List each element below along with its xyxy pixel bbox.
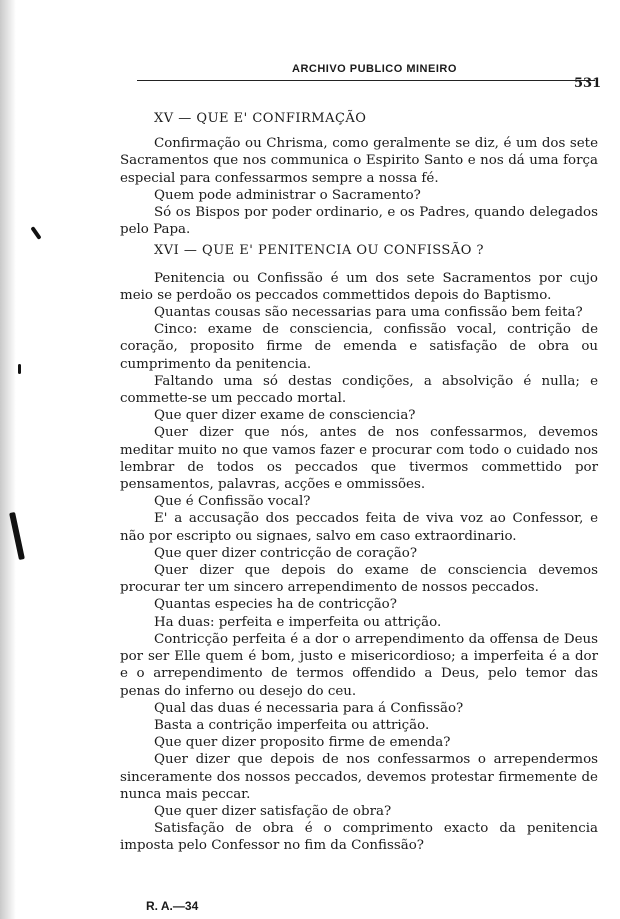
paragraph: Que é Confissão vocal? [154, 494, 311, 510]
paragraph: Quer dizer que depois de nos confessarmos o arrependermos sinceramente dos nossos peccados, devemos protestar firmemente de nunca mais peccar. [120, 752, 598, 802]
paragraph: Penitencia ou Confissão é um dos sete Sacramentos por cujo meio se perdoão os peccados commettidos depois do Baptismo. [120, 270, 598, 303]
paragraph: Quantas especies ha de contricção? [154, 597, 397, 613]
paragraph: Contricção perfeita é a dor o arrependimento da offensa de Deus por ser Elle quem é bom, justo e misericordioso; a imperfeita é a dor e o arrependimento de termos offendido a Deus, pelo temor das penas do inferno ou desejo do ceu. [120, 631, 598, 699]
paragraph: Ha duas: perfeita e imperfeita ou attrição. [154, 614, 442, 630]
paragraph: Que quer dizer exame de consciencia? [154, 408, 416, 424]
margin-ink-mark-top [30, 226, 41, 240]
paragraph: Cinco: exame de consciencia, confissão vocal, contrição de coração, proposito firme de emenda e satisfação de obra ou cumprimento da penitencia. [120, 322, 598, 372]
page-number: 531 [574, 76, 602, 91]
running-title: ARCHIVO PUBLICO MINEIRO [292, 63, 457, 75]
header-rule [137, 80, 595, 81]
section-heading-xv: XV — QUE E' CONFIRMAÇÃO [154, 111, 367, 126]
scan-edge-shadow [0, 0, 16, 919]
paragraph: Quem pode administrar o Sacramento? [154, 187, 421, 203]
paragraph: Que quer dizer proposito firme de emenda? [154, 735, 451, 751]
paragraph: Qual das duas é necessaria para á Confissão? [154, 700, 464, 716]
section-heading-xvi: XVI — QUE E' PENITENCIA OU CONFISSÃO ? [154, 243, 484, 259]
paragraph: Basta a contrição imperfeita ou attrição. [154, 717, 430, 733]
body-text [120, 110, 598, 855]
paragraph: Faltando uma só destas condições, a absolvição é nulla; e commette-se um peccado mortal. [120, 373, 598, 407]
paragraph: Que quer dizer satisfação de obra? [154, 803, 392, 819]
signature-mark: R. A.—34 [146, 899, 199, 913]
paragraph: E' a accusação dos peccados feita de viva voz ao Confessor, e não por escripto ou signaes, salvo em caso extraordinario. [120, 511, 598, 544]
paragraph: Quantas cousas são necessarias para uma confissão bem feita? [154, 305, 583, 321]
paragraph: Satisfação de obra é o comprimento exacto da penitencia imposta pelo Confessor no fim da Confissão? [120, 821, 598, 854]
margin-ink-mark-small [18, 364, 21, 374]
paragraph: Confirmação ou Chrisma, como geralmente se diz, é um dos sete Sacramentos que nos communica o Espirito Santo e nos dá uma força especial para confessarmos sempre a nossa fé. [120, 136, 598, 186]
paragraph: Só os Bispos por poder ordinario, e os Padres, quando delegados pelo Papa. [120, 205, 598, 238]
paragraph: Quer dizer que nós, antes de nos confessarmos, devemos meditar muito no que vamos fazer e procurar com todo o cuidado nos lembrar de todos os peccados que tivermos commettido por pensamentos, palavras, acções e ommissões. [120, 425, 598, 493]
paragraph: Quer dizer que depois do exame de consciencia devemos procurar ter um sincero arrependimento de nossos peccados. [120, 563, 598, 596]
paragraph: Que quer dizer contricção de coração? [154, 545, 418, 561]
